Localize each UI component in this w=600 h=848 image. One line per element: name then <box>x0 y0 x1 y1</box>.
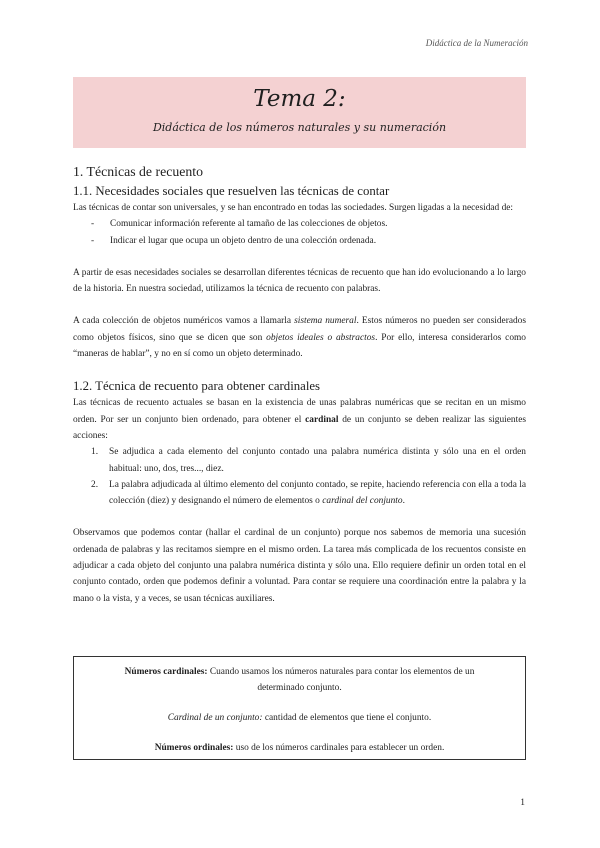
list-marker: - <box>91 235 95 246</box>
definition-cardinales: Números cardinales: Cuando usamos los números naturales para contar los elementos de un determinado conjunto. <box>124 667 475 693</box>
title-banner <box>73 77 526 148</box>
paragraph-history: A partir de esas necesidades sociales se desarrollan diferentes técnicas de recuento que han ido evolucionando a lo largo de la historia. En nuestra sociedad, utilizamos la técnica de recuento con palabras. <box>73 267 526 295</box>
list-item: 2. La palabra adjudicada al último elemento del conjunto contado, se repite, haciendo referencia con ella a toda la colección (diez) y designando el número de elementos o cardinal del conjunto. <box>73 477 526 510</box>
definition-ordinales: Números ordinales: uso de los números cardinales para establecer un orden. <box>154 743 445 753</box>
definitions-box <box>73 656 526 760</box>
running-header: Didáctica de la Numeración <box>425 38 528 48</box>
list-item: - Indicar el lugar que ocupa un objeto dentro de una colección ordenada. <box>73 233 526 249</box>
paragraph-intro-1-2: Las técnicas de recuento actuales se basan en la existencia de unas palabras numéricas que se recitan en un mismo orden. Por ser un conjunto bien ordenado, para obtener el cardinal de un conjunto se deben realizar las siguientes acciones: <box>73 398 527 441</box>
paragraph-intro-1-1: Las técnicas de contar son universales, y se han encontrado en todas las sociedades. Surgen ligadas a la necesidad de: <box>73 203 514 213</box>
section-heading-1-2: 1.2. Técnica de recuento para obtener cardinales <box>73 379 321 394</box>
steps-list <box>73 444 526 509</box>
paragraph-sistema-numeral: A cada colección de objetos numéricos vamos a llamarla sistema numeral. Estos números no pueden ser considerados como objetos físicos, sino que se dicen que son objetos ideales o abstractos. Por ello, interesa considerarlos como “maneras de hablar”, y no en sí como un objeto determinado. <box>73 316 527 360</box>
paragraph-observamos: Observamos que podemos contar (hallar el cardinal de un conjunto) porque nos sabemos de memoria una sucesión ordenada de palabras y las recitamos siempre en el mismo orden. La tarea más complicada de los recuentos consiste en adjudicar a cada objeto del conjunto una palabra numérica distinta y sólo una. Ello requiere definir un orden total en el conjunto contado, orden que podemos definir a voluntad. Para contar se requiere una coordinación entre la palabra y la mano o la vista, y a veces, se usan técnicas auxiliares. <box>73 528 526 604</box>
list-marker: 2. <box>91 479 99 490</box>
needs-list <box>73 216 526 249</box>
main-content <box>73 160 526 607</box>
list-item: - Comunicar información referente al tamaño de las colecciones de objetos. <box>73 216 526 232</box>
section-heading-1: 1. Técnicas de recuento <box>73 164 203 179</box>
definition-cardinal-conjunto: Cardinal de un conjunto: cantidad de elementos que tiene el conjunto. <box>167 713 432 723</box>
list-item: 1. Se adjudica a cada elemento del conjunto contado una palabra numérica distinta y sólo una en el orden habitual: uno, dos, tres..., diez. <box>73 444 526 477</box>
topic-subtitle: Didáctica de los números naturales y su numeración <box>152 121 447 134</box>
page-number: 1 <box>520 798 525 808</box>
list-marker: 1. <box>91 447 99 458</box>
list-marker: - <box>91 219 95 230</box>
topic-title: Tema 2: <box>253 86 346 112</box>
section-heading-1-1: 1.1. Necesidades sociales que resuelven las técnicas de contar <box>73 184 390 198</box>
